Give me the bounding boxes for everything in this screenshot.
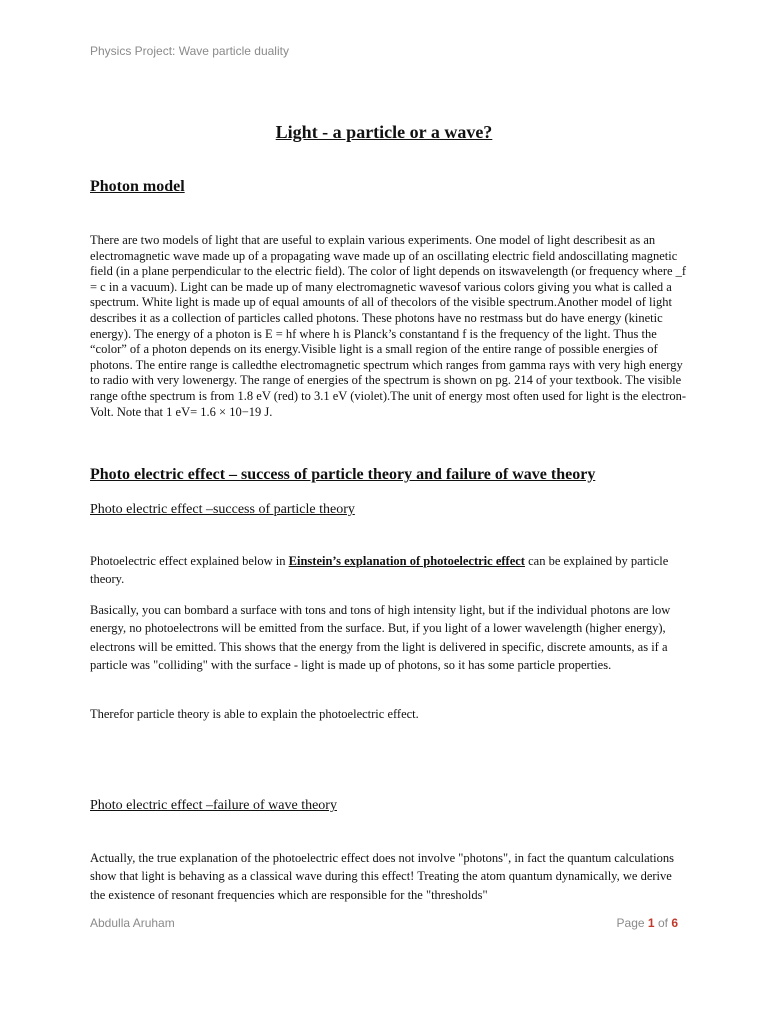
page-of: of (657, 916, 668, 930)
quantum-explanation-paragraph: Actually, the true explanation of the photoelectric effect does not involve "photons", in fact the quantum calculations show that light is behaving as a classical wave during this effect! Treating the atom quantum dynamically, we derive the existence of resonant frequencies which are responsible for the "thresholds" (90, 851, 674, 902)
page-number (617, 916, 678, 930)
photoelectric-intro-paragraph (90, 552, 675, 589)
footer-author: Abdulla Aruham (90, 916, 175, 930)
subheading-failure-wave: Photo electric effect –failure of wave theory (90, 798, 337, 813)
section-heading-photon-model: Photon model (90, 178, 185, 195)
photon-model-paragraph: There are two models of light that are useful to explain various experiments. One model of light describesit as an electromagnetic wave made up of a propagating wave made up of an oscillating electric field andoscillating magnetic field (in a plane perpendicular to the electric field). The color of light depends on itswavelength (or frequency where _f = c in a vacuum). Light can be made up of many electromagnetic wavesof various colors giving you what is called a spectrum. White light is made up of equal amounts of all of thecolors of the visible spectrum.Another model of light describes it as a collection of particles called photons. These photons have no restmass but do have energy (kinetic energy). The energy of a photon is E = hf where h is Planck’s constantand f is the frequency of the light. Thus the “color” of a photon depends on its energy.Visible light is a small region of the entire range of possible energies of photons. The entire range is calledthe electromagnetic spectrum which ranges from gamma rays with very high energy to radio with very lowenergy. The range of energies of the spectrum is shown on pg. 214 of your textbook. The visible range ofthe spectrum is from 1.8 eV (red) to 3.1 eV (violet).The unit of energy most often used for light is the electron-Volt. Note that 1 eV= 1.6 × 10−19 J. (90, 233, 687, 419)
conclusion-paragraph: Therefor particle theory is able to explain the photoelectric effect. (90, 707, 419, 721)
bombard-surface-paragraph: Basically, you can bombard a surface with tons and tons of high intensity light, but if the individual photons are low energy, no photoelectrons will be emitted from the surface. But, if you light of a lower wavelength (higher energy), electrons will be emitted. This shows that the energy from the light is delivered in specific, discrete amounts, as if a particle was "colliding" with the surface - light is made up of photons, so it has some particle properties. (90, 603, 671, 672)
page-current: 1 (647, 916, 655, 930)
page-total: 6 (671, 916, 678, 930)
page-header: Physics Project: Wave particle duality (90, 44, 289, 58)
subheading-success-particle: Photo electric effect –success of particle theory (90, 502, 355, 517)
section-heading-photoelectric: Photo electric effect – success of particle theory and failure of wave theory (90, 466, 596, 483)
page-label: Page (616, 916, 645, 930)
einstein-explanation-link[interactable]: Einstein’s explanation of photoelectric effect (288, 554, 525, 568)
document-title: Light - a particle or a wave? (275, 122, 493, 142)
intro-text-before: Photoelectric effect explained below in (90, 554, 289, 568)
intro-text-after: can be explained by particle theory. (90, 554, 669, 587)
